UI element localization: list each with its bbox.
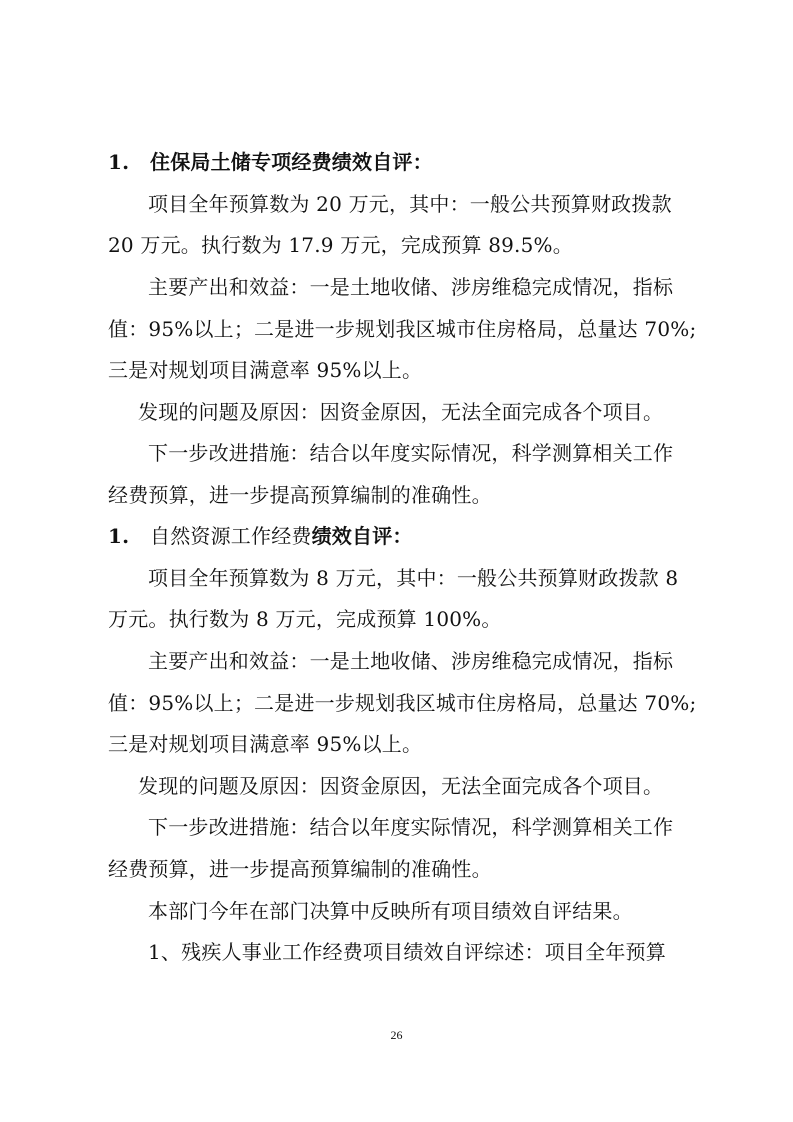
paragraph-line: 三是对规划项目满意率 95%以上。 xyxy=(108,732,423,756)
section-heading-1 xyxy=(108,149,433,175)
paragraph-line: 发现的问题及原因：因资金原因，无法全面完成各个项目。 xyxy=(138,774,664,798)
section-title-1: 住保局土储专项经费绩效自评： xyxy=(150,150,433,174)
paragraph-line: 项目全年预算数为 20 万元，其中：一般公共预算财政拨款 xyxy=(148,192,672,216)
paragraph-line: 经费预算，进一步提高预算编制的准确性。 xyxy=(108,483,492,507)
section-title-2-normal: 自然资源工作经费 xyxy=(150,524,312,548)
paragraph-line: 经费预算，进一步提高预算编制的准确性。 xyxy=(108,857,492,881)
paragraph-line: 20 万元。执行数为 17.9 万元，完成预算 89.5%。 xyxy=(108,233,573,257)
paragraph-line: 三是对规划项目满意率 95%以上。 xyxy=(108,358,423,382)
paragraph-line: 主要产出和效益：一是土地收储、涉房维稳完成情况，指标 xyxy=(148,649,674,673)
section-number-1: 1. xyxy=(108,150,130,174)
paragraph-line: 发现的问题及原因：因资金原因，无法全面完成各个项目。 xyxy=(138,400,664,424)
paragraph-line: 值：95%以上；二是进一步规划我区城市住房格局，总量达 70%; xyxy=(108,317,697,341)
paragraph-line: 本部门今年在部门决算中反映所有项目绩效自评结果。 xyxy=(148,899,633,923)
paragraph-line: 项目全年预算数为 8 万元，其中：一般公共预算财政拨款 8 xyxy=(148,566,679,590)
paragraph-line: 值：95%以上；二是进一步规划我区城市住房格局，总量达 70%; xyxy=(108,691,697,715)
section-heading-2 xyxy=(108,523,413,549)
paragraph-line: 主要产出和效益：一是土地收储、涉房维稳完成情况，指标 xyxy=(148,275,674,299)
page-number: 26 xyxy=(390,1028,403,1042)
paragraph-line: 下一步改进措施：结合以年度实际情况，科学测算相关工作 xyxy=(148,441,674,465)
paragraph-line: 1、残疾人事业工作经费项目绩效自评综述：项目全年预算 xyxy=(148,940,666,964)
paragraph-line: 下一步改进措施：结合以年度实际情况，科学测算相关工作 xyxy=(148,815,674,839)
paragraph-line: 万元。执行数为 8 万元，完成预算 100%。 xyxy=(108,607,502,631)
section-number-2: 1. xyxy=(108,524,130,548)
section-title-2-bold: 绩效自评： xyxy=(311,524,413,548)
